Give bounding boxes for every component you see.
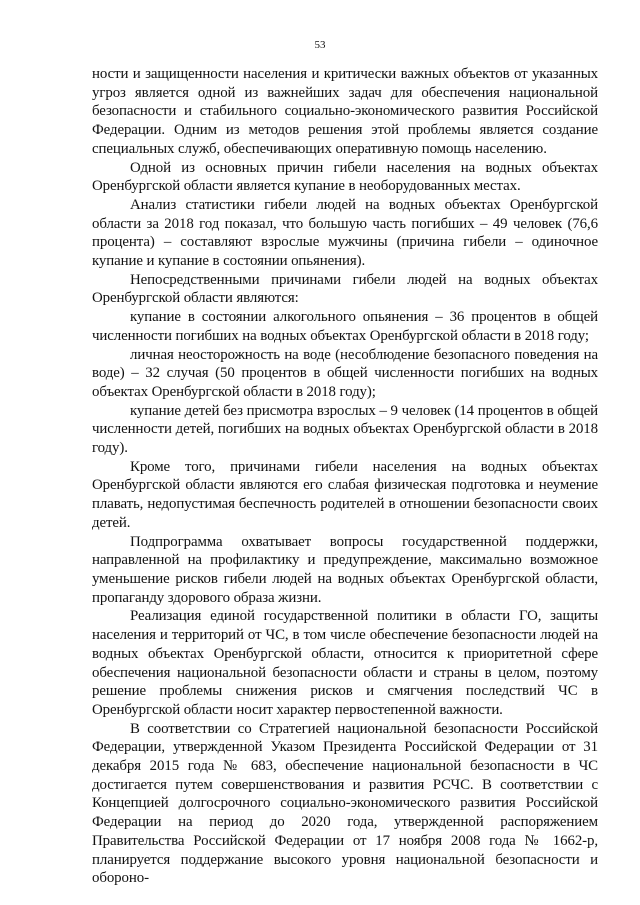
paragraph-subprogram-scope: Подпрограмма охватывает вопросы государственной поддержки, направленной на профилактику и предупреждение, максимально возможное уменьшение рисков гибели людей на водных объектах Оренбургской области, пропаганду здорового образа жизни. [92,533,598,606]
paragraph-continued: ности и защищенности населения и критически важных объектов от указанных угроз является одной из важнейших задач для обеспечения национальной безопасности и стабильного социально-экономического развития Российской Федерации. Одним из методов решения этой проблемы является создание специальных служб, обеспечивающих оперативную помощь населению. [92,66,598,157]
paragraph-statistics-2018: Анализ статистики гибели людей на водных объектах Оренбургской области за 2018 год показал, что большую часть погибших – 49 человек (76,6 процента) – составляют взрослые мужчины (причина гибели – одиночное купание и купание в состоянии опьянения). [92,196,598,270]
document-body [92,65,598,888]
paragraph-state-policy: Реализация единой государственной политики в области ГО, защиты населения и территорий от ЧС, в том числе обеспечение безопасности людей на водных объектах Оренбургской области, относится к приоритетной сфере обеспечения национальной безопасности области и страны в целом, поэтому решение проблемы снижения рисков и смягчения последствий ЧС в Оренбургской области носит характер первостепенной важности. [92,608,598,718]
paragraph-strategy-reference: В соответствии со Стратегией национальной безопасности Российской Федерации, утвержденной Указом Президента Российской Федерации от 31 декабря 2015 года № 683, обеспечение национальной безопасности в ЧС достигается путем совершенствования и развития РСЧС. В соответствии с Концепцией долгосрочного социально-экономического развития Российской Федерации на период до 2020 года, утвержденной распоряжением Правительства Российской Федерации от 17 ноября 2008 года № 1662-р, планируется поддержание высокого уровня национальной безопасности и обороно- [92,720,598,887]
paragraph-cause-children: купание детей без присмотра взрослых – 9 человек (14 процентов в общей численности детей, погибших на водных объектах Оренбургской области в 2018 году). [92,402,598,457]
paragraph-cause-alcohol: купание в состоянии алкогольного опьянения – 36 процентов в общей численности погибших на водных объектах Оренбургской области в 2018 году; [92,309,598,344]
paragraph-other-causes: Кроме того, причинами гибели населения на водных объектах Оренбургской области являются его слабая физическая подготовка и неумение плавать, недопустимая беспечность родителей в отношении безопасности своих детей. [92,458,598,531]
paragraph-drowning-causes: Одной из основных причин гибели населения на водных объектах Оренбургской области является купание в необорудованных местах. [92,159,598,195]
paragraph-cause-carelessness: личная неосторожность на воде (несоблюдение безопасного поведения на воде) – 32 случая (50 процентов в общей численности погибших на водных объектах Оренбургской области в 2018 году); [92,346,598,400]
paragraph-direct-causes-intro: Непосредственными причинами гибели людей на водных объектах Оренбургской области являются: [92,271,598,307]
page-number: 53 [314,39,326,51]
